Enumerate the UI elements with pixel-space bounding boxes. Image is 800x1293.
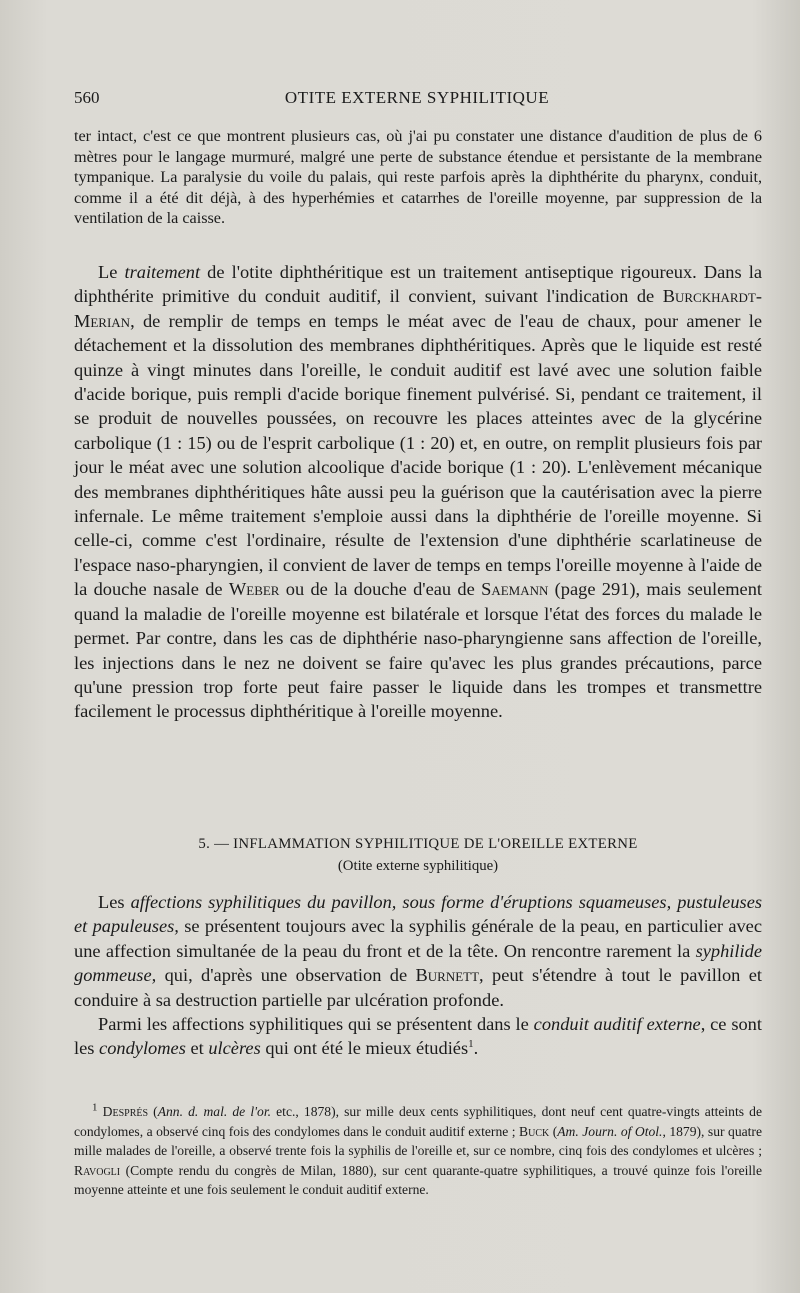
page-number: 560	[74, 88, 100, 107]
emphasis-term: traitement	[124, 262, 201, 282]
emphasis-term: condylomes	[99, 1038, 186, 1059]
emphasis-term: affections syphilitiques du pavillon, sous forme d'éruptions squameuses, pustuleuses et papuleuses,	[74, 892, 763, 937]
running-title: OTITE EXTERNE SYPHILITIQUE	[284, 88, 550, 107]
text-run: et	[185, 1038, 209, 1059]
treatment-paragraph	[74, 260, 762, 724]
text-run: qui, d'après une observation de	[156, 965, 416, 986]
page-header	[74, 88, 760, 112]
syphilis-section-body	[74, 890, 762, 1061]
text-run: qui ont été le mieux étudiés	[260, 1038, 469, 1059]
text-run: (	[549, 1123, 558, 1139]
text-run: de l'otite diphthéritique est un traitement antiseptique rigoureux. Dans la diphthérite primitive du conduit auditif, il convient, suivant l'indication de	[74, 262, 762, 307]
section-title: 5. — INFLAMMATION SYPHILITIQUE DE L'OREILLE EXTERNE	[198, 836, 638, 852]
text-run: (page 291), mais seulement quand la maladie de l'oreille moyenne est bilatérale et lorsque l'état des forces du malade le permet. Par contre, dans les cas de diphthérie naso-pharyngienne sans affection de l'oreille, les injections dans le nez ne doivent se faire qu'avec les plus grandes précautions, parce qu'une pression trop forte peut faire passer le liquide dans les trompes et transmettre facilement le processus diphthéritique à l'oreille moyenne.	[74, 579, 763, 722]
footnote	[74, 1102, 762, 1200]
author-name: Burnett	[415, 965, 480, 986]
text-run: Parmi les affections syphilitiques qui se présentent dans le	[98, 1014, 534, 1035]
text-run: , peut s'étendre à tout le pavillon et conduire à sa destruction partielle par ulcération profonde.	[74, 965, 762, 1010]
emphasis-term: conduit auditif externe	[533, 1014, 701, 1035]
author-name: Weber	[228, 579, 280, 600]
text-run: Le	[98, 262, 125, 282]
intro-text: ter intact, c'est ce que montrent plusieurs cas, où j'ai pu constater une distance d'audition de plus de 6 mètres pour le langage murmuré, malgré une perte de substance étendue et persistante de la membrane tympanique. La paralysie du voile du palais, qui reste parfois après la diphthérite du pharynx, conduit, comme il a été dit déjà, à des hyperhémies et catarrhes de l'oreille moyenne, par suppression de la ventilation de la caisse.	[74, 127, 762, 228]
author-name: Ravogli	[74, 1162, 121, 1178]
syphilis-paragraph-1	[74, 890, 762, 1012]
text-run: etc., 1878), sur mille deux cents syphilitiques, dont neuf cent quatre-vingts atteints de condylomes, a observé cinq fois des condylomes dans le conduit auditif externe ;	[74, 1104, 763, 1139]
treatment-text	[74, 260, 762, 724]
journal-title: Ann. d. mal. de l'or.	[157, 1104, 271, 1119]
text-run: , ce sont les	[74, 1014, 762, 1059]
section-subtitle: (Otite externe syphilitique)	[337, 858, 499, 874]
author-name: Després	[102, 1104, 149, 1119]
journal-title: Am. Journ. of Otol.	[557, 1123, 663, 1139]
author-name: Burckhardt-Merian	[74, 286, 762, 331]
text-run: Les	[98, 892, 131, 912]
footnote-ref[interactable]: 1	[468, 1038, 474, 1051]
syphilis-paragraph-2	[74, 1012, 762, 1061]
text-run: , 1879), sur quatre mille malades de l'oreille, a observé trente fois la syphilis de l'oreille et, sur ce nombre, cinq fois des condylomes et ulcères ;	[74, 1123, 762, 1159]
intro-paragraph	[74, 126, 762, 229]
text-run: (Compte rendu du congrès de Milan, 1880), sur cent quarante-quatre syphilitiques, a trouvé quinze fois l'oreille moyenne atteinte et une fois seulement le conduit auditif externe.	[74, 1162, 762, 1198]
text-run: , de remplir de temps en temps le méat avec de l'eau de chaux, pour amener le détachement et la dissolution des membranes diphthéritiques. Après que le liquide est resté quinze à vingt minutes dans l'oreille, le conduit auditif est lavé avec une solution faible d'acide borique, puis rempli d'acide borique finement pulvérisé. Si, pendant ce traitement, il se produit de nouvelles poussées, on recouvre les places atteintes avec de la glycérine carbolique (1 : 15) ou de l'esprit carbolique (1 : 20) et, en outre, on remplit plusieurs fois par jour le méat avec une solution alcoolique d'acide borique (1 : 20). L'enlèvement mécanique des membranes diphthéritiques hâte aussi peu la guérison que la cautérisation avec la pierre infernale. Le même traitement s'emploie aussi dans la diphthérie de l'oreille moyenne. Si celle-ci, comme c'est l'ordinaire, résulte de l'extension d'une diphthérie scarlatineuse de l'espace naso-pharyngien, il convient de laver de temps en temps l'oreille moyenne à l'aide de la douche nasale de	[74, 310, 762, 600]
emphasis-term: ulcères	[208, 1038, 261, 1059]
text-run: se présentent toujours avec la syphilis générale de la peau, en particulier avec une affection simultanée de la peau du front et de la tête. On rencontre rarement la	[74, 916, 762, 961]
text-run: (	[148, 1104, 158, 1119]
footnote-mark: 1	[92, 1101, 98, 1114]
emphasis-term: syphilide gommeuse,	[74, 940, 762, 986]
author-name: Saemann	[481, 579, 549, 600]
text-run: ou de la douche d'eau de	[279, 579, 482, 600]
text-run: .	[473, 1038, 479, 1059]
author-name: Buck	[519, 1123, 550, 1139]
